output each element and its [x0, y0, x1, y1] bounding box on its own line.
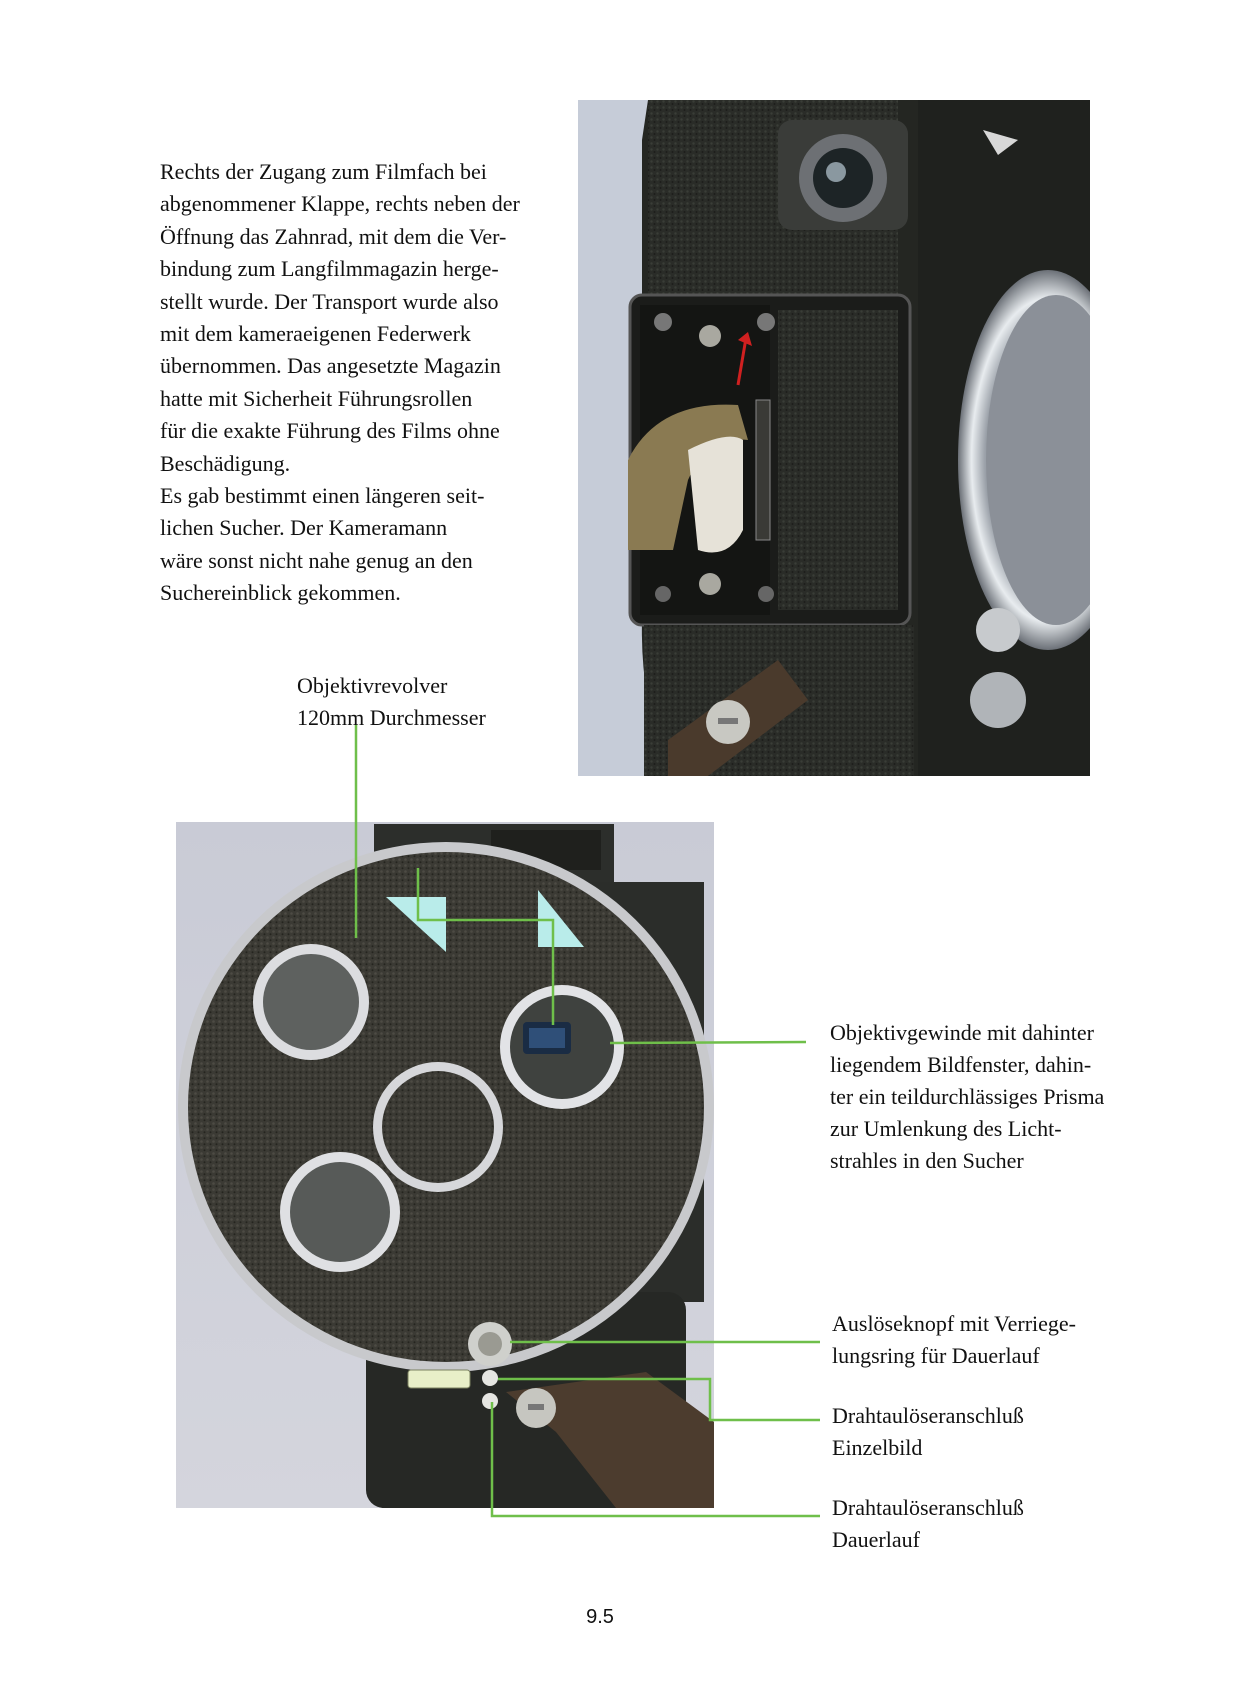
- intro-line: Rechts der Zugang zum Filmfach bei: [160, 159, 487, 184]
- label-line: liegendem Bildfenster, dahin-: [830, 1052, 1092, 1077]
- label-line: lungsring für Dauerlauf: [832, 1343, 1040, 1368]
- label-line: Dauerlauf: [832, 1527, 920, 1552]
- intro-line: wäre sonst nicht nahe genug an den: [160, 547, 473, 573]
- page-number: 9.5: [586, 1606, 614, 1628]
- label-line: Einzelbild: [832, 1435, 923, 1460]
- intro-line: lichen Sucher. Der Kameramann: [160, 515, 448, 541]
- label-line: Objektivgewinde mit dahinter: [830, 1020, 1094, 1045]
- label-line: Drahtaulöseranschluß: [832, 1403, 1024, 1428]
- label-ausloeseknopf: [832, 1308, 1076, 1372]
- intro-paragraph: [160, 156, 580, 610]
- intro-line: mit dem kameraeigenen Federwerk: [160, 321, 471, 347]
- label-line: ter ein teildurchlässiges Prisma: [830, 1084, 1105, 1109]
- label-line: zur Umlenkung des Licht-: [830, 1116, 1062, 1141]
- intro-line: Beschädigung.: [160, 450, 291, 476]
- intro-line: Öffnung das Zahnrad, mit dem die Ver-: [160, 223, 507, 249]
- intro-line: stellt wurde. Der Transport wurde also: [160, 288, 499, 314]
- lens-turret-photo: [176, 822, 714, 1508]
- label-objektivrevolver: [297, 670, 486, 734]
- film-compartment-photo: [578, 100, 1090, 776]
- label-line: Auslöseknopf mit Verriege-: [832, 1311, 1076, 1336]
- intro-line: bindung zum Langfilmmagazin herge-: [160, 256, 499, 282]
- label-line: Objektivrevolver: [297, 673, 448, 698]
- intro-line: für die exakte Führung des Films ohne: [160, 418, 500, 444]
- intro-line: Suchereinblick gekommen.: [160, 580, 401, 606]
- label-line: 120mm Durchmesser: [297, 705, 486, 730]
- intro-line: Es gab bestimmt einen längeren seit-: [160, 483, 485, 509]
- intro-line: hatte mit Sicherheit Führungsrollen: [160, 385, 473, 411]
- label-objektivgewinde: [830, 1017, 1104, 1177]
- intro-line: abgenommener Klappe, rechts neben der: [160, 191, 520, 217]
- label-line: strahles in den Sucher: [830, 1148, 1024, 1173]
- label-dauerlauf: [832, 1492, 1024, 1556]
- label-einzelbild: [832, 1400, 1024, 1464]
- label-line: Drahtaulöseranschluß: [832, 1495, 1024, 1520]
- intro-line: übernommen. Das angesetzte Magazin: [160, 353, 501, 379]
